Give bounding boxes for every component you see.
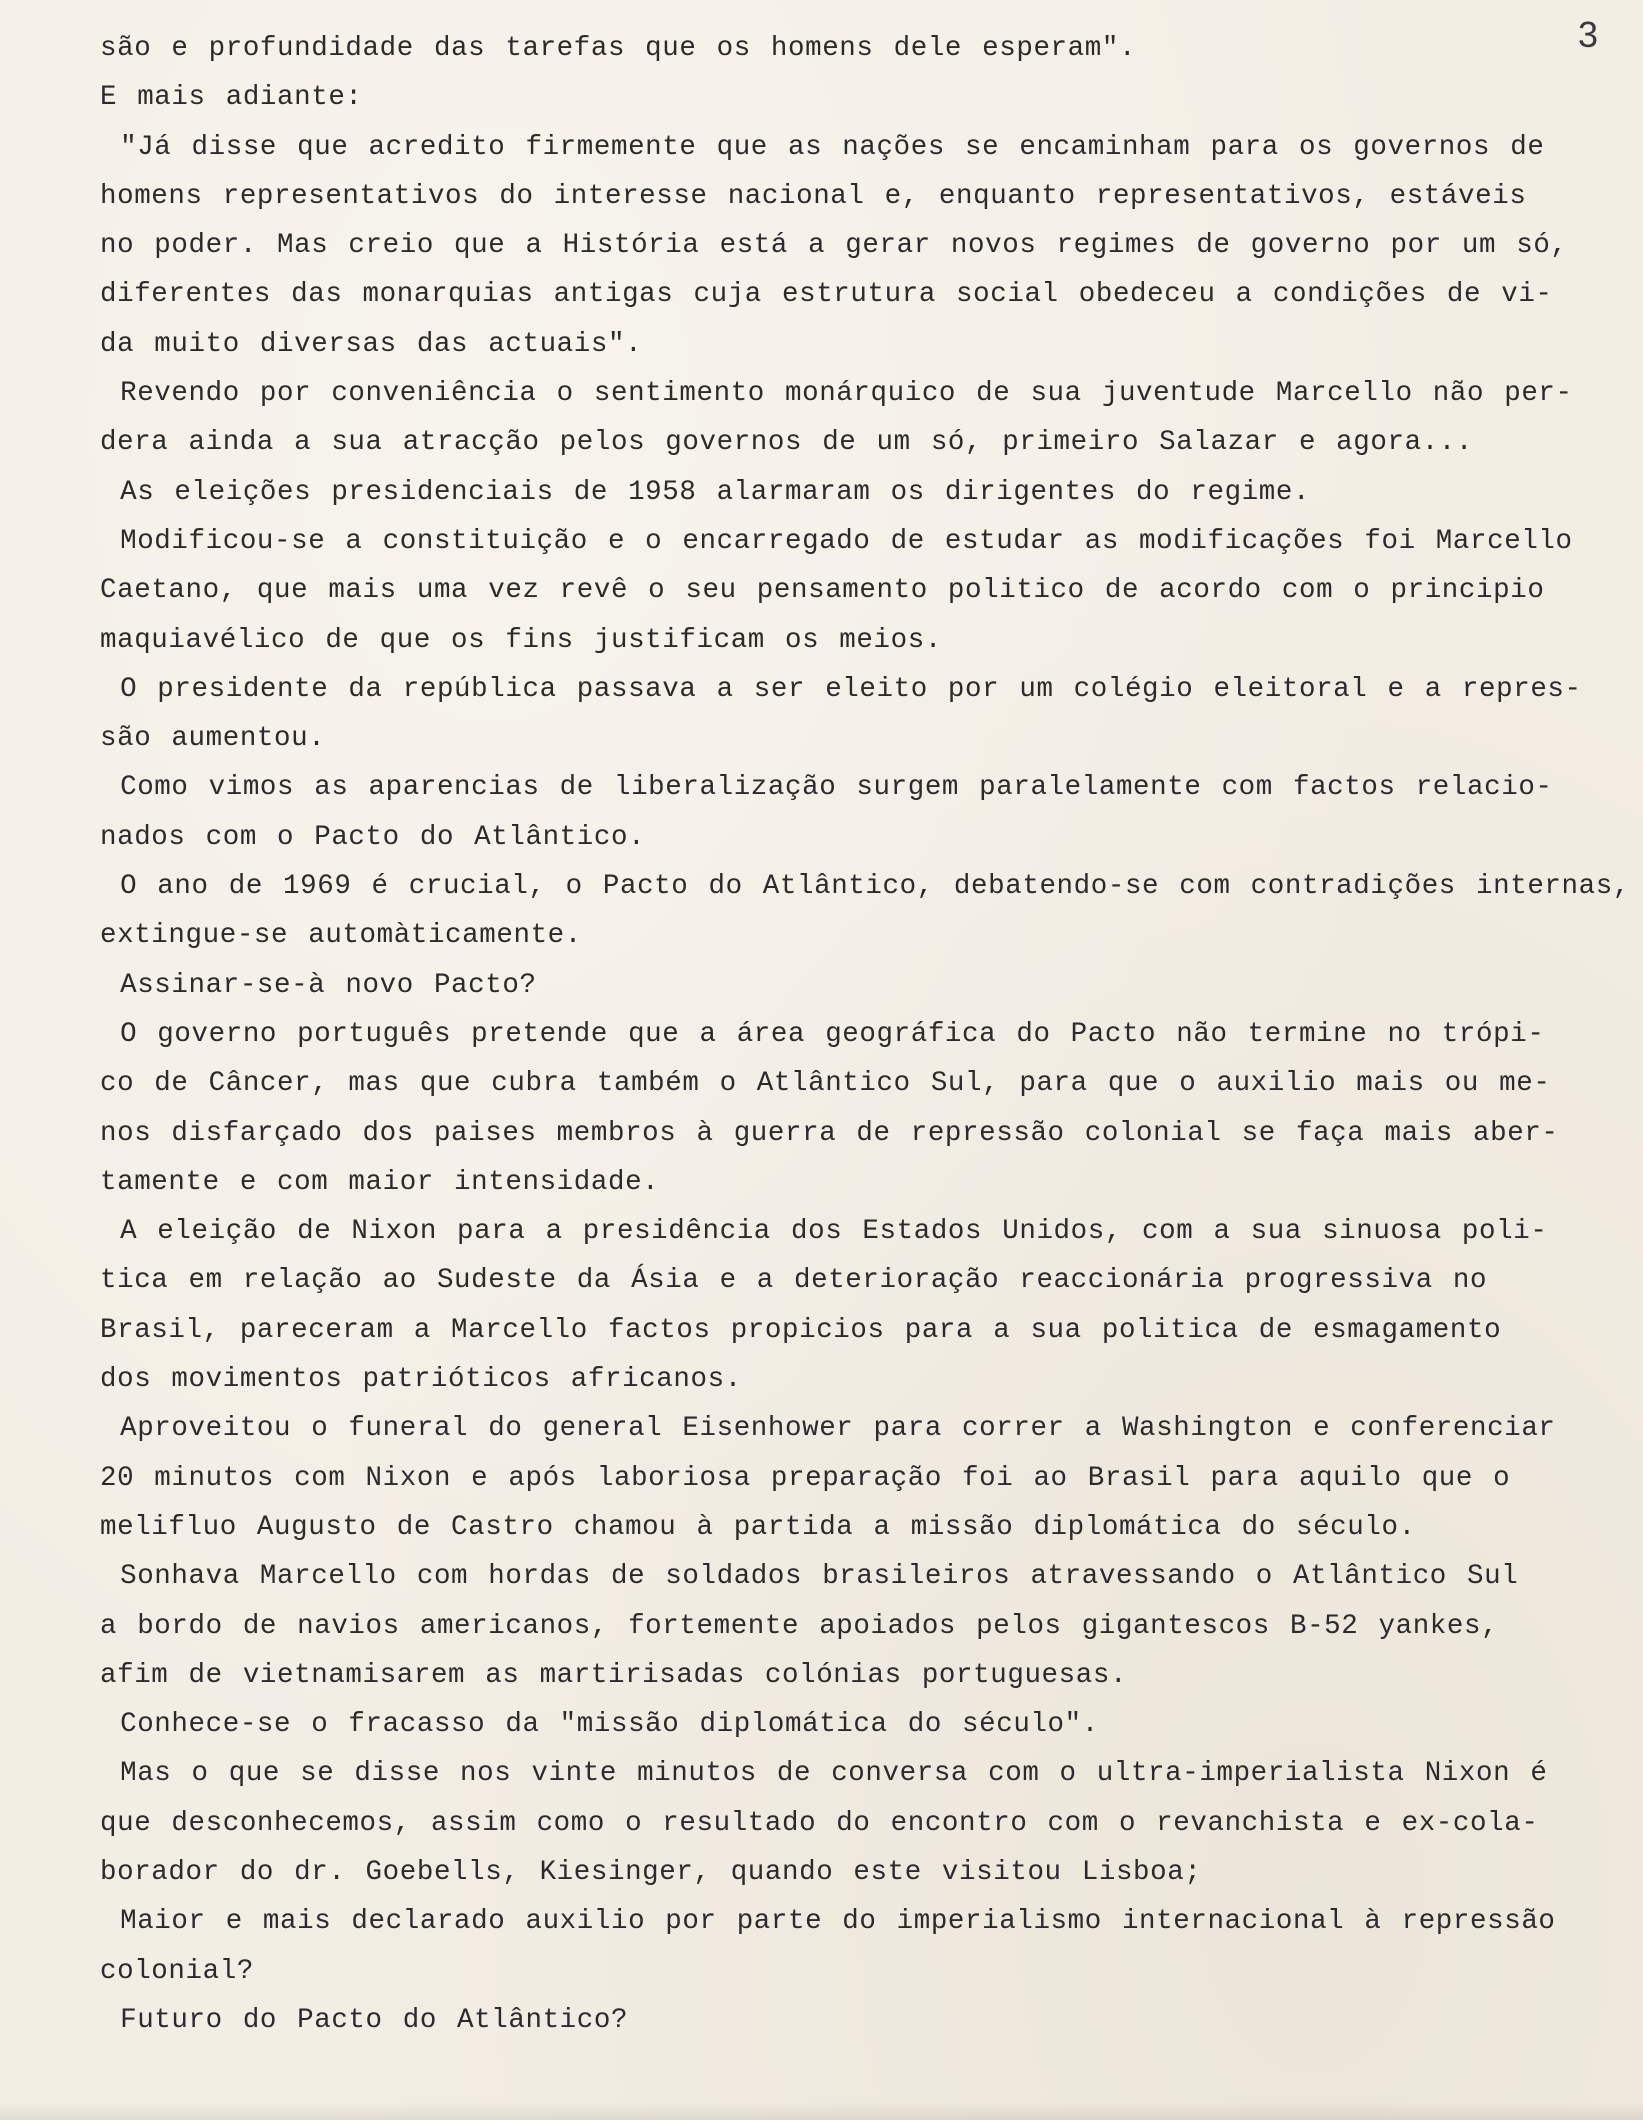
text-line: que desconhecemos, assim como o resultado do encontro com o revanchista e ex-cola- [100,1807,1539,1839]
text-line: nos disfarçado dos paises membros à guerra de repressão colonial se faça mais aber- [100,1117,1559,1149]
text-line: Futuro do Pacto do Atlântico? [100,2004,629,2036]
text-line: "Já disse que acredito firmemente que as nações se encaminham para os governos de [100,131,1545,163]
text-line: Como vimos as aparencias de liberalização surgem paralelamente com factos relacio- [100,772,1553,804]
text-line: da muito diversas das actuais". [100,328,643,360]
text-line: borador do dr. Goebells, Kiesinger, quando este visitou Lisboa; [100,1856,1202,1888]
text-line: O ano de 1969 é crucial, o Pacto do Atlântico, debatendo-se com contradições internas, [100,871,1630,903]
text-line: Aproveitou o funeral do general Eisenhower para correr a Washington e conferenciar [100,1413,1556,1445]
body-text [100,24,1630,2045]
text-line: O presidente da república passava a ser eleito por um colégio eleitoral e a repres- [100,673,1582,705]
text-line: são aumentou. [100,723,326,755]
page-number: 3 [1578,14,1599,55]
text-line: Modificou-se a constituição e o encarregado de estudar as modificações foi Marcello [100,525,1573,557]
text-line: maquiavélico de que os fins justificam os meios. [100,624,942,656]
text-line: As eleições presidenciais de 1958 alarmaram os dirigentes do regime. [100,476,1311,508]
text-line: Assinar-se-à novo Pacto? [100,969,537,1001]
text-line: Conhece-se o fracasso da "missão diplomática do século". [100,1709,1099,1741]
text-line: tamente e com maior intensidade. [100,1166,660,1198]
text-line: dos movimentos patrióticos africanos. [100,1364,742,1396]
text-line: colonial? [100,1955,254,1987]
text-line: dera ainda a sua atracção pelos governos de um só, primeiro Salazar e agora... [100,427,1474,459]
text-line: O governo português pretende que a área geográfica do Pacto não termine no trópi- [100,1018,1545,1050]
text-line: E mais adiante: [100,82,363,114]
text-line: tica em relação ao Sudeste da Ásia e a deterioração reaccionária progressiva no [100,1265,1488,1297]
text-line: Caetano, que mais uma vez revê o seu pensamento politico de acordo com o principio [100,575,1545,607]
text-line: extingue-se automàticamente. [100,920,582,952]
text-line: 20 minutos com Nixon e após laboriosa preparação foi ao Brasil para aquilo que o [100,1462,1511,1494]
text-line: são e profundidade das tarefas que os homens dele esperam". [100,33,1137,64]
text-line: Maior e mais declarado auxilio por parte do imperialismo internacional à repressão [100,1906,1556,1938]
text-line: co de Câncer, mas que cubra também o Atlântico Sul, para que o auxilio mais ou me- [100,1068,1551,1100]
text-line: A eleição de Nixon para a presidência dos Estados Unidos, com a sua sinuosa poli- [100,1216,1548,1248]
page-bottom-edge [0,2102,1643,2120]
text-line: diferentes das monarquias antigas cuja estrutura social obedeceu a condições de vi- [100,279,1553,311]
text-line: Revendo por conveniência o sentimento monárquico de sua juventude Marcello não per- [100,378,1573,410]
text-line: Mas o que se disse nos vinte minutos de conversa com o ultra-imperialista Nixon é [100,1758,1548,1790]
text-line: nados com o Pacto do Atlântico. [100,821,646,853]
text-line: homens representativos do interesse nacional e, enquanto representativos, estáveis [100,180,1527,212]
text-line: a bordo de navios americanos, fortemente apoiados pelos gigantescos B-52 yankes, [100,1610,1499,1642]
text-line: Brasil, pareceram a Marcello factos propicios para a sua politica de esmagamento [100,1314,1502,1346]
text-line: afim de vietnamisarem as martirisadas colónias portuguesas. [100,1659,1128,1691]
text-line: Sonhava Marcello com hordas de soldados brasileiros atravessando o Atlântico Sul [100,1561,1519,1593]
text-line: no poder. Mas creio que a História está a gerar novos regimes de governo por um só, [100,230,1568,262]
text-line: melifluo Augusto de Castro chamou à partida a missão diplomática do século. [100,1511,1416,1543]
